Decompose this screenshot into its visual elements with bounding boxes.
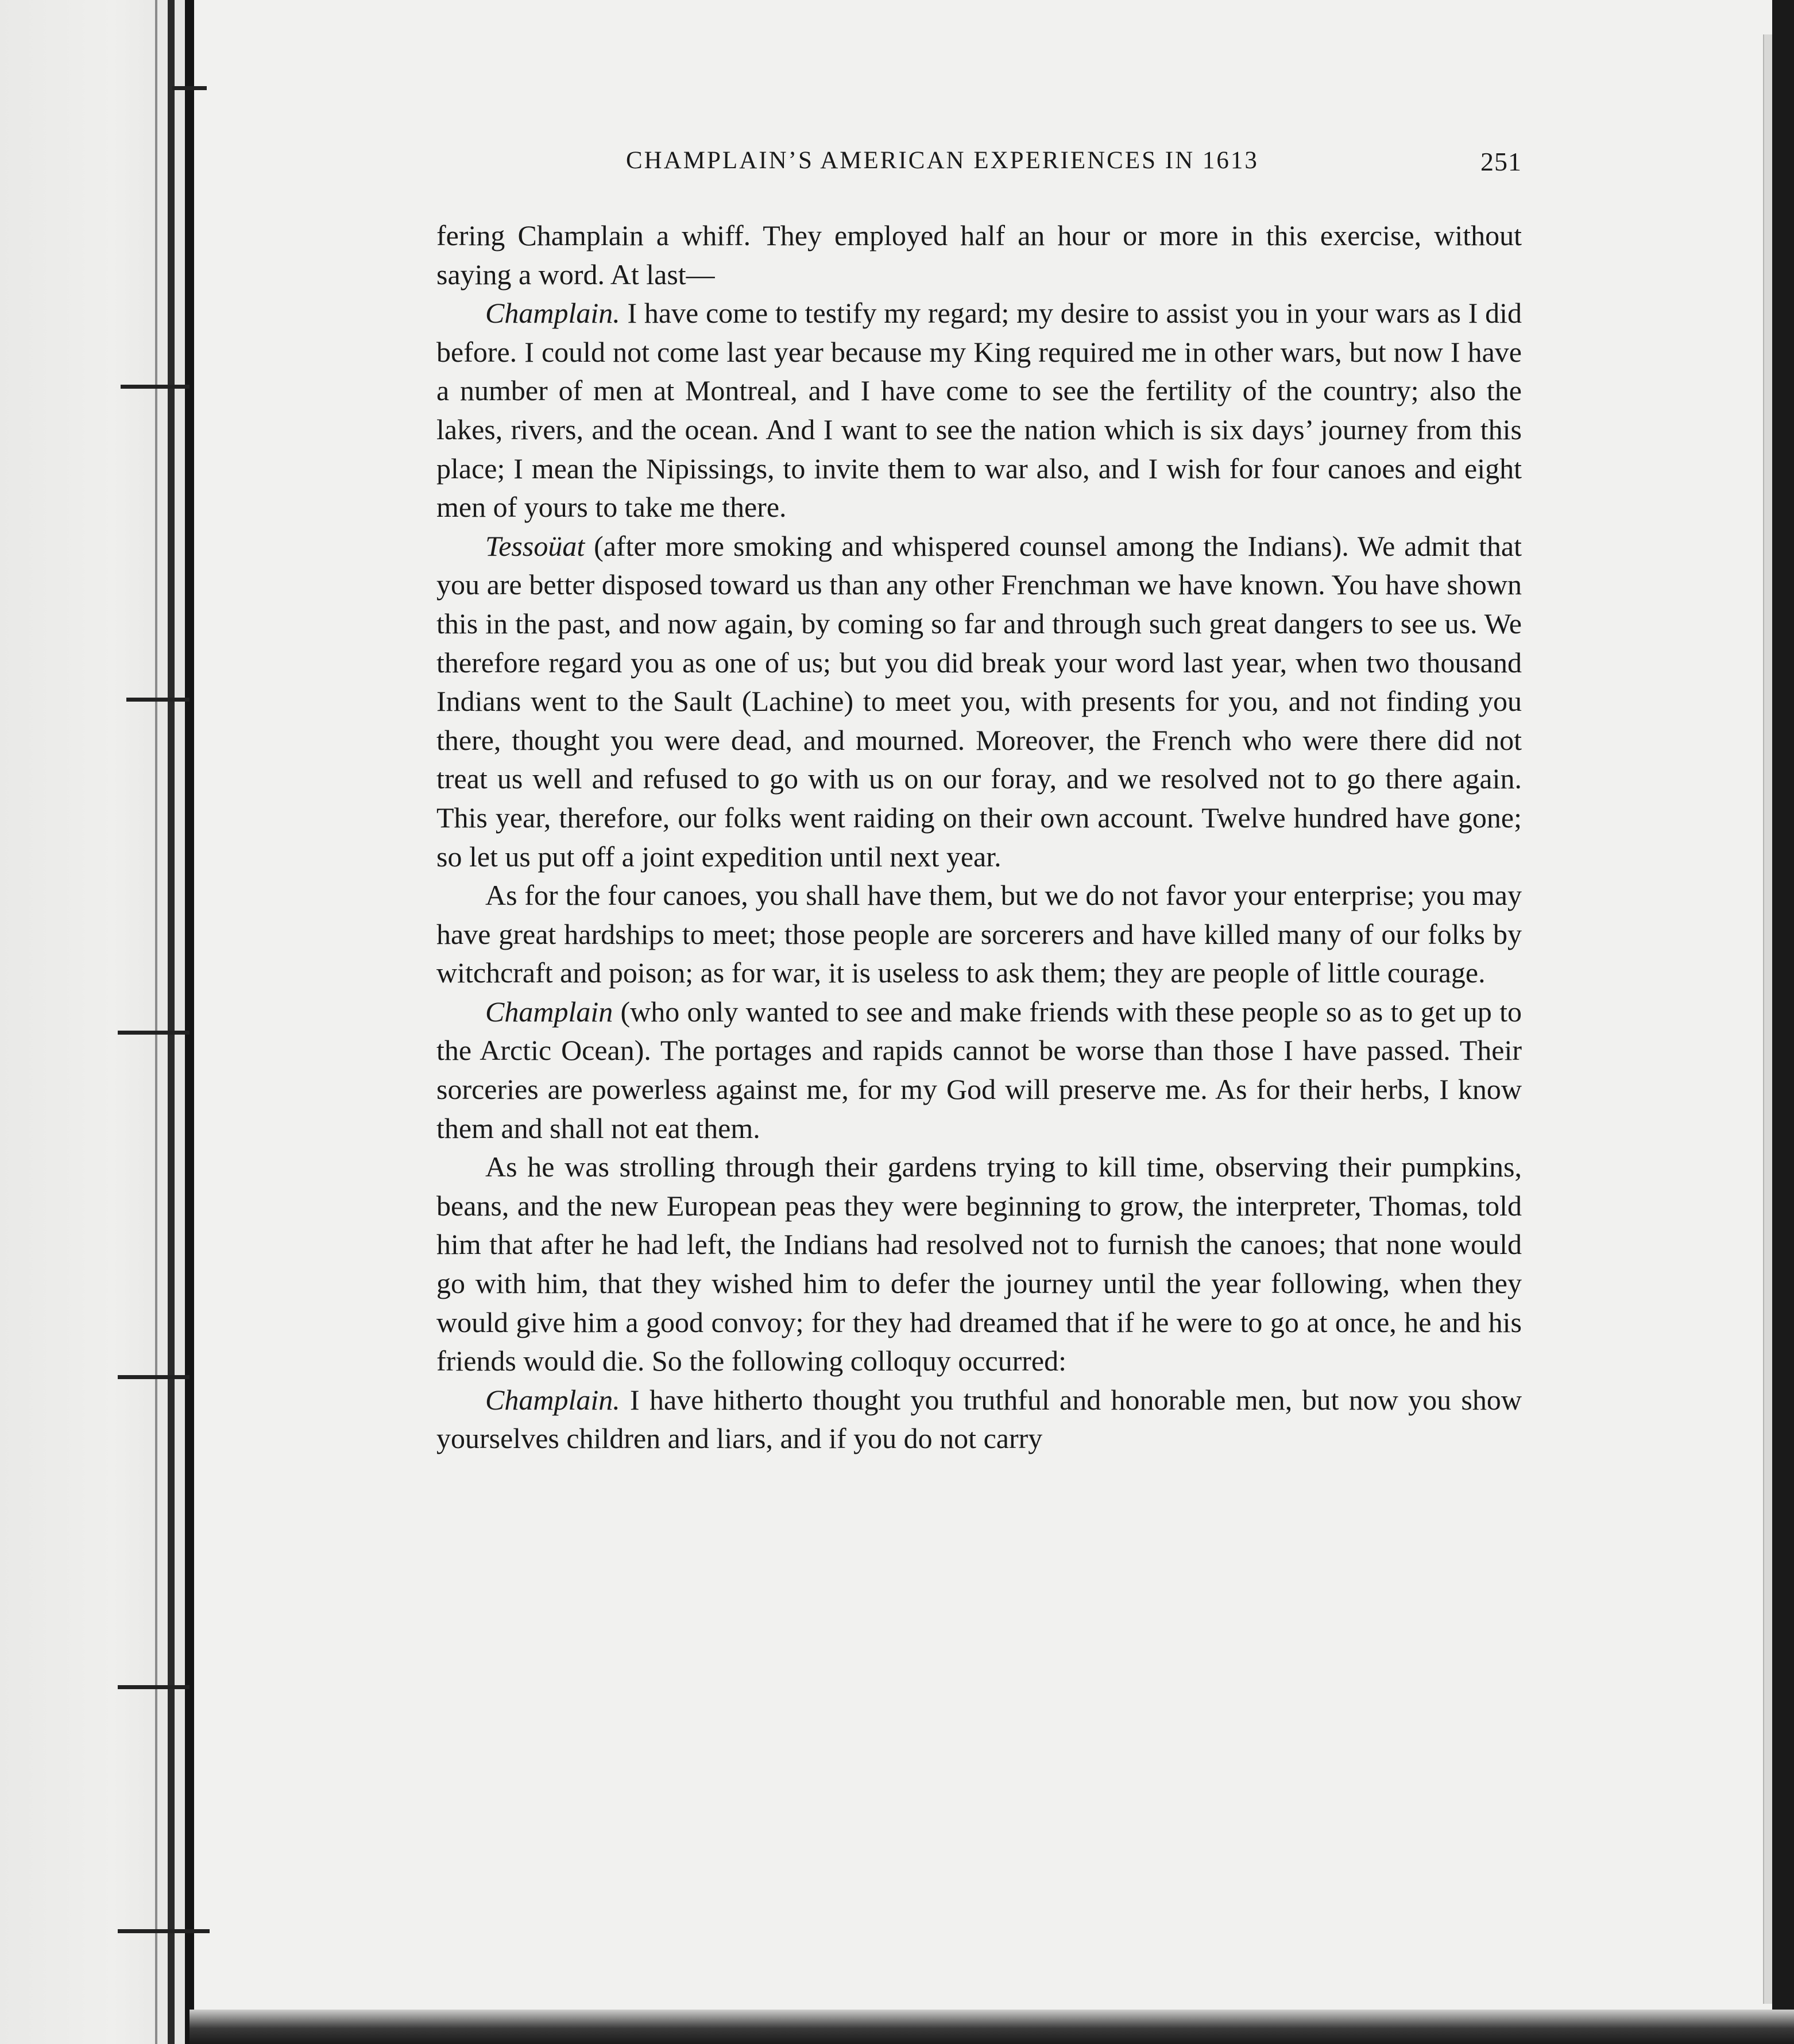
running-title: CHAMPLAIN’S AMERICAN EXPERIENCES IN 1613 xyxy=(626,147,1259,174)
paragraph-text: As for the four canoes, you shall have them, but we do not favor your enterprise; you may have great hardships to meet; those people are sorcerers and have killed many of our folks by witchcraft and poison; as for war, it is useless to ask them; they are people of little courage. xyxy=(436,879,1522,989)
paragraph xyxy=(436,1148,1522,1381)
paragraph-text: (who only wanted to see and make friends with these people so as to get up to the Arctic Ocean). The portages and rapids cannot be worse than those I have passed. Their sorceries are powerless against me, for my God will preserve me. As for their herbs, I know them and shall not eat them. xyxy=(436,995,1522,1144)
speaker-name: Champlain xyxy=(485,995,613,1028)
speaker-name: Champlain. xyxy=(485,297,620,330)
binding-staple xyxy=(118,1929,210,1933)
page-edge xyxy=(1763,34,1772,2004)
paragraph-text: fering Champlain a whiff. They employed half an hour or more in this exercise, without saying a word. At last— xyxy=(436,219,1522,291)
binding-staple xyxy=(126,698,190,702)
speaker-name: Tessoüat xyxy=(485,529,585,562)
binding-staple xyxy=(118,1685,190,1689)
paragraph xyxy=(436,1381,1522,1458)
binding-edge-line xyxy=(155,0,157,2044)
paragraph xyxy=(436,876,1522,993)
binding-edge-line xyxy=(185,0,194,2044)
page-number: 251 xyxy=(1480,147,1522,176)
binding-staple xyxy=(172,86,207,90)
binding-staple xyxy=(118,1375,190,1379)
binding-staple xyxy=(118,1031,190,1035)
paragraph xyxy=(436,294,1522,527)
binding-edge-line xyxy=(168,0,175,2044)
paragraph-text: As he was strolling through their gardens trying to kill time, observing their pumpkins, beans, and the new European peas they were beginning to grow, the interpreter, Thomas, told him that after he had left, the Indians had resolved not to furnish the canoes; that none would go with him, that they wished him to defer the journey until the year following, when they would give him a good convoy; for they had dreamed that if he were to go at once, he and his friends would die. So the following colloquy occurred: xyxy=(436,1151,1522,1377)
page-content xyxy=(436,146,1522,1458)
body-text xyxy=(436,216,1522,1458)
paragraph xyxy=(436,527,1522,876)
paragraph-text: I have hitherto thought you truthful and honorable men, but now you show yourselves children and liars, and if you do not carry xyxy=(436,1383,1522,1455)
binding-staple xyxy=(121,385,190,389)
paragraph-text: I have come to testify my regard; my desire to assist you in your wars as I did before. I could not come last year because my King required me in other wars, but now I have a number of men at Montreal, and I have come to see the fertility of the country; also the lakes, rivers, and the ocean. And I want to see the nation which is six days’ journey from this place; I mean the Nipissings, to invite them to war also, and I wish for four canoes and eight men of yours to take me there. xyxy=(436,297,1522,524)
paragraph xyxy=(436,993,1522,1148)
paragraph xyxy=(436,216,1522,294)
running-head xyxy=(436,146,1522,187)
scan-border-bottom xyxy=(190,2010,1794,2044)
speaker-name: Champlain. xyxy=(485,1383,620,1416)
paragraph-text: (after more smoking and whispered counsel among the Indians). We admit that you are better disposed toward us than any other Frenchman we have known. You have shown this in the past, and now again, by coming so far and through such great dangers to see us. We therefore regard you as one of us; but you did break your word last year, when two thousand Indians went to the Sault (Lachine) to meet you, with presents for you, and not finding you there, thought you were dead, and mourned. Moreover, the French who were there did not treat us well and refused to go with us on our foray, and we resolved not to go there again. This year, therefore, our folks went raiding on their own account. Twelve hundred have gone; so let us put off a joint expedition until next year. xyxy=(436,529,1522,873)
scan-border-right xyxy=(1772,0,1794,2044)
binding-margin xyxy=(0,0,190,2044)
